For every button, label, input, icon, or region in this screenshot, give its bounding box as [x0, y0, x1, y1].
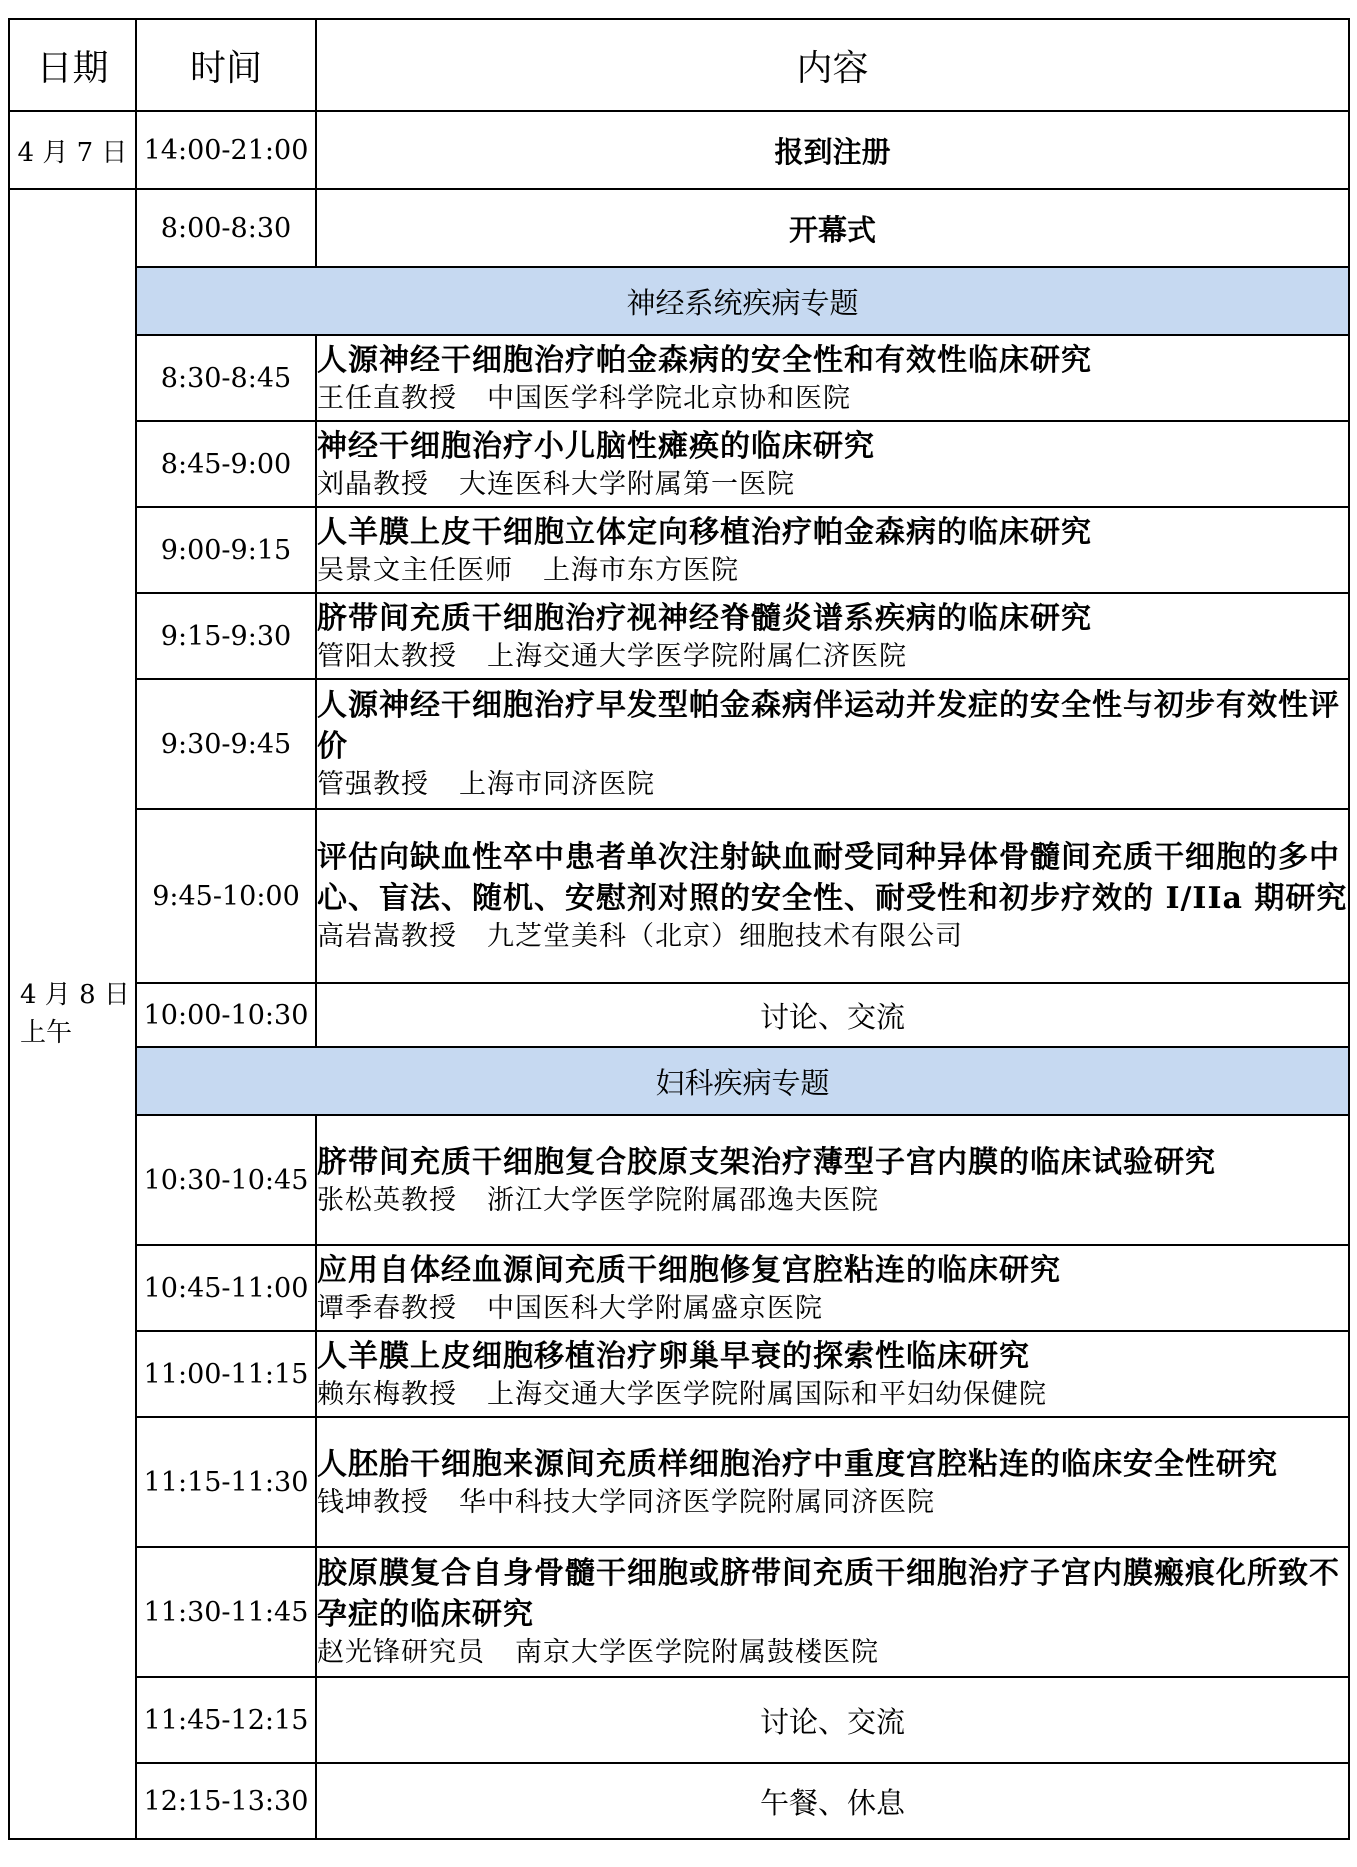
discussion-row	[9, 983, 1349, 1047]
talk-organization: 中国医学科学院北京协和医院	[487, 382, 851, 414]
talk-speaker: 刘晶教授	[317, 468, 429, 500]
section-header-neuro	[9, 267, 1349, 335]
talk-cell	[316, 1245, 1349, 1331]
talk-organization: 大连医科大学附属第一医院	[459, 468, 795, 500]
talk-time: 11:00-11:15	[136, 1331, 316, 1417]
talk-row	[9, 507, 1349, 593]
talk-row	[9, 1245, 1349, 1331]
lunch-content: 午餐、休息	[316, 1763, 1349, 1839]
registration-content: 报到注册	[316, 111, 1349, 189]
day2-date-cell	[9, 189, 136, 1839]
talk-row	[9, 421, 1349, 507]
talk-speaker: 高岩嵩教授	[317, 921, 457, 952]
talk-title: 人羊膜上皮细胞移植治疗卵巢早衰的探索性临床研究	[317, 1338, 1030, 1374]
section-title-neuro: 神经系统疾病专题	[136, 267, 1349, 335]
talk-organization: 上海交通大学医学院附属仁济医院	[487, 640, 907, 672]
talk-row	[9, 1417, 1349, 1547]
talk-time: 9:00-9:15	[136, 507, 316, 593]
talk-title: 人源神经干细胞治疗早发型帕金森病伴运动并发症的安全性与初步有效性评价	[317, 688, 1340, 764]
talk-cell	[316, 1417, 1349, 1547]
section-header-gyn	[9, 1047, 1349, 1115]
talk-speaker-line	[317, 1291, 1348, 1327]
discussion-row	[9, 1677, 1349, 1763]
talk-organization: 华中科技大学同济医学院附属同济医院	[459, 1486, 935, 1518]
lunch-time: 12:15-13:30	[136, 1763, 316, 1839]
talk-title: 神经干细胞治疗小儿脑性瘫痪的临床研究	[317, 428, 875, 464]
day2-date: 4 月 8 日	[20, 980, 130, 1010]
talk-cell	[316, 335, 1349, 421]
talk-row	[9, 1547, 1349, 1677]
talk-cell	[316, 809, 1349, 983]
talk-title: 人羊膜上皮干细胞立体定向移植治疗帕金森病的临床研究	[317, 514, 1092, 550]
talk-time: 8:30-8:45	[136, 335, 316, 421]
talk-row	[9, 679, 1349, 809]
section-title-gyn: 妇科疾病专题	[136, 1047, 1349, 1115]
talk-title: 胶原膜复合自身骨髓干细胞或脐带间充质干细胞治疗子宫内膜瘢痕化所致不孕症的临床研究	[317, 1556, 1340, 1632]
talk-row	[9, 809, 1349, 983]
talk-title: 评估向缺血性卒中患者单次注射缺血耐受同种异体骨髓间充质干细胞的多中心、盲法、随机、安慰剂对照的安全性、耐受性和初步疗效的 I/IIa 期研究	[317, 840, 1348, 916]
talk-speaker: 管强教授	[317, 769, 429, 800]
talk-speaker: 谭季春教授	[317, 1292, 457, 1324]
talk-cell	[316, 1115, 1349, 1245]
talk-speaker-line	[317, 467, 1348, 503]
talk-speaker: 赵光锋研究员	[317, 1637, 485, 1668]
talk-organization: 浙江大学医学院附属邵逸夫医院	[487, 1184, 879, 1216]
talk-cell	[316, 1331, 1349, 1417]
opening-time: 8:00-8:30	[136, 189, 316, 267]
talk-time: 11:30-11:45	[136, 1547, 316, 1677]
talk-speaker-line	[317, 639, 1348, 675]
discussion-content: 讨论、交流	[316, 1677, 1349, 1763]
lunch-row	[9, 1763, 1349, 1839]
talk-time: 9:15-9:30	[136, 593, 316, 679]
header-time: 时间	[136, 19, 316, 111]
talk-title: 人源神经干细胞治疗帕金森病的安全性和有效性临床研究	[317, 342, 1092, 378]
talk-speaker: 钱坤教授	[317, 1486, 429, 1518]
talk-speaker: 吴景文主任医师	[317, 554, 513, 586]
talk-speaker-line	[317, 1183, 1348, 1219]
registration-time: 14:00-21:00	[136, 111, 316, 189]
header-date: 日期	[9, 19, 136, 111]
talk-cell	[316, 421, 1349, 507]
talk-speaker: 赖东梅教授	[317, 1378, 457, 1410]
discussion-time: 11:45-12:15	[136, 1677, 316, 1763]
talk-speaker: 管阳太教授	[317, 640, 457, 672]
talk-speaker: 王任直教授	[317, 382, 457, 414]
talk-organization: 九芝堂美科（北京）细胞技术有限公司	[487, 921, 963, 952]
talk-title: 人胚胎干细胞来源间充质样细胞治疗中重度宫腔粘连的临床安全性研究	[317, 1446, 1278, 1482]
talk-organization: 上海市东方医院	[543, 554, 739, 586]
opening-row	[9, 189, 1349, 267]
talk-organization: 上海交通大学医学院附属国际和平妇幼保健院	[487, 1378, 1047, 1410]
talk-speaker-line	[317, 1485, 1348, 1521]
talk-organization: 上海市同济医院	[459, 769, 655, 800]
talk-row	[9, 1331, 1349, 1417]
talk-title: 脐带间充质干细胞复合胶原支架治疗薄型子宫内膜的临床试验研究	[317, 1144, 1216, 1180]
talk-speaker-line	[317, 553, 1348, 589]
talk-row	[9, 335, 1349, 421]
talk-speaker-line	[317, 919, 1348, 955]
talk-organization: 中国医科大学附属盛京医院	[487, 1292, 823, 1324]
talk-title: 脐带间充质干细胞治疗视神经脊髓炎谱系疾病的临床研究	[317, 600, 1092, 636]
header-row	[9, 19, 1349, 111]
talk-cell	[316, 507, 1349, 593]
talk-speaker-line	[317, 1635, 1348, 1671]
talk-row	[9, 593, 1349, 679]
talk-time: 9:30-9:45	[136, 679, 316, 809]
talk-title: 应用自体经血源间充质干细胞修复宫腔粘连的临床研究	[317, 1252, 1061, 1288]
header-content: 内容	[316, 19, 1349, 111]
registration-row	[9, 111, 1349, 189]
talk-time: 8:45-9:00	[136, 421, 316, 507]
talk-organization: 南京大学医学院附属鼓楼医院	[515, 1637, 879, 1668]
talk-time: 9:45-10:00	[136, 809, 316, 983]
talk-row	[9, 1115, 1349, 1245]
talk-speaker-line	[317, 381, 1348, 417]
discussion-content: 讨论、交流	[316, 983, 1349, 1047]
schedule-table	[8, 18, 1350, 1840]
talk-speaker-line	[317, 767, 1348, 803]
talk-speaker: 张松英教授	[317, 1184, 457, 1216]
talk-time: 11:15-11:30	[136, 1417, 316, 1547]
talk-cell	[316, 1547, 1349, 1677]
registration-date: 4 月 7 日	[9, 111, 136, 189]
discussion-time: 10:00-10:30	[136, 983, 316, 1047]
talk-cell	[316, 679, 1349, 809]
day2-period: 上午	[20, 1018, 73, 1048]
talk-time: 10:45-11:00	[136, 1245, 316, 1331]
opening-content: 开幕式	[316, 189, 1349, 267]
talk-cell	[316, 593, 1349, 679]
talk-speaker-line	[317, 1377, 1348, 1413]
talk-time: 10:30-10:45	[136, 1115, 316, 1245]
